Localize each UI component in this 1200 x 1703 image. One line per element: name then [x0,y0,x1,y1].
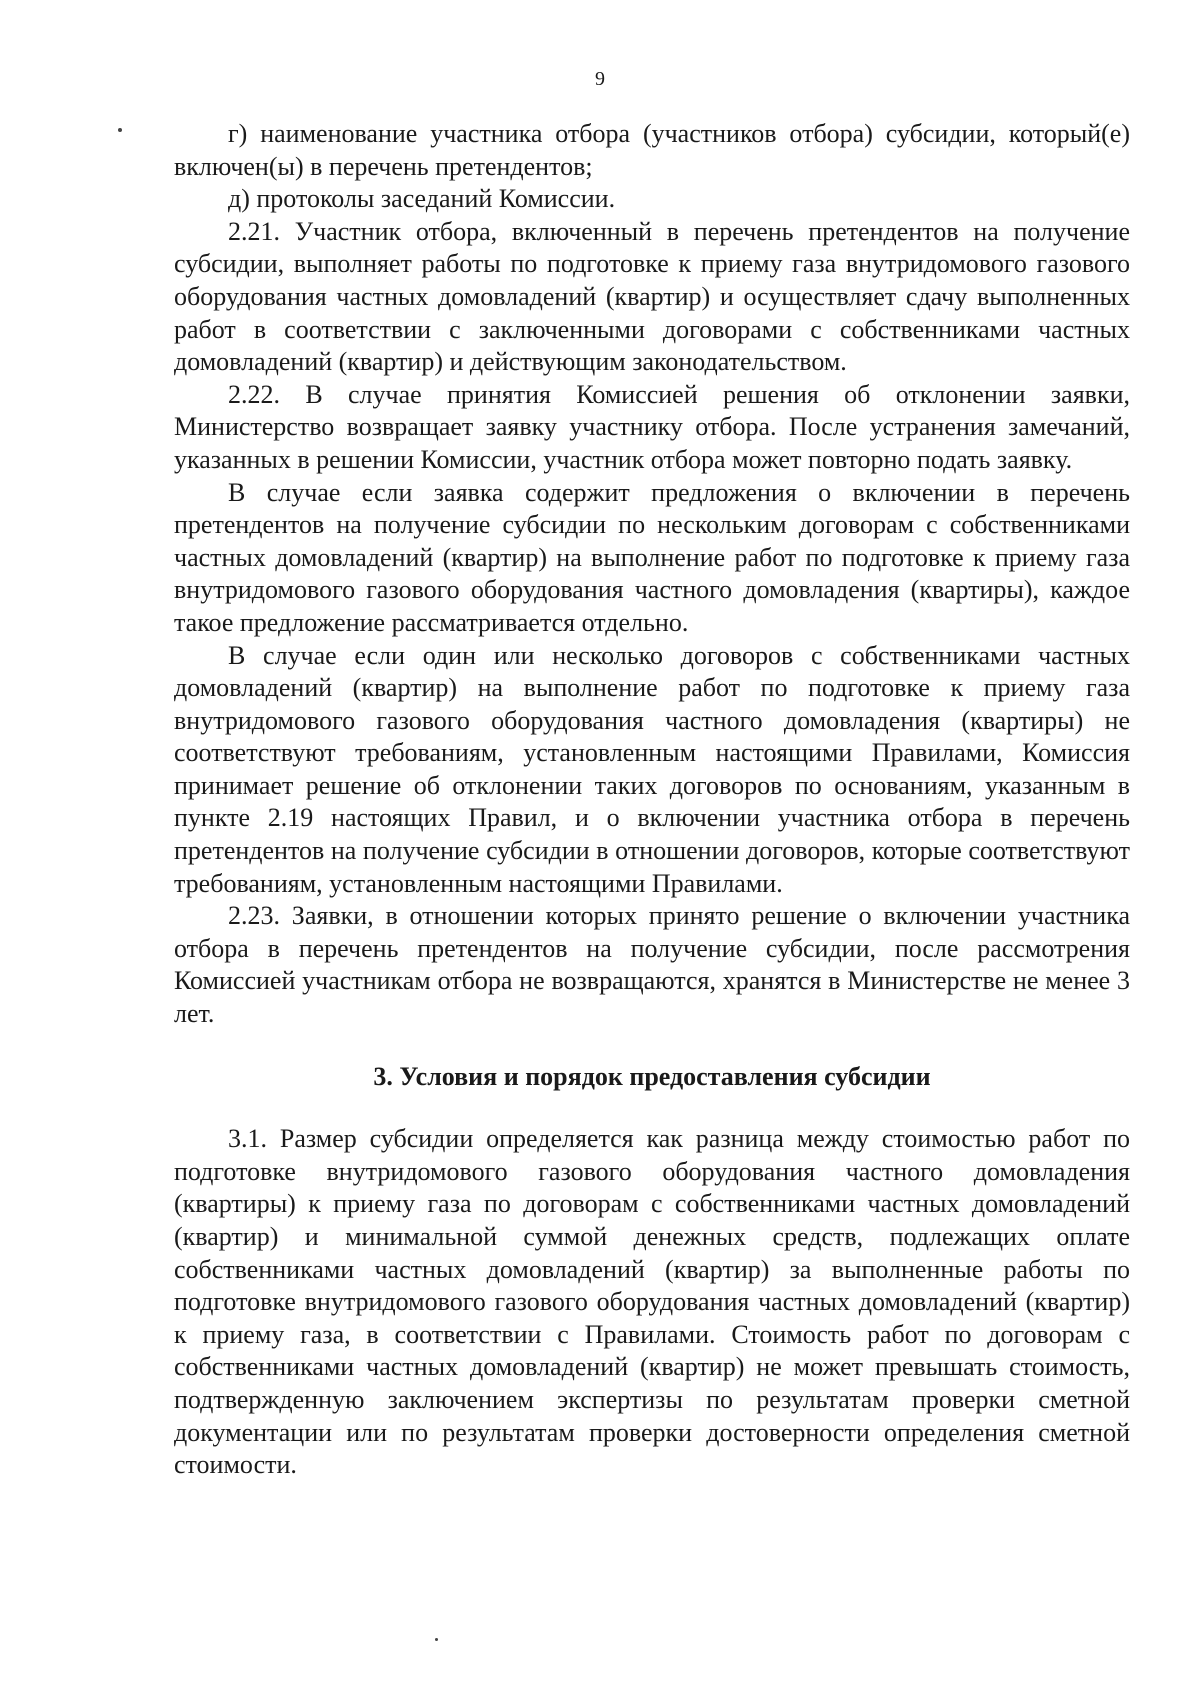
paragraph-2-22: 2.22. В случае принятия Комиссией решения об отклонении заявки, Министерство возвращает заявку участнику отбора. После устранения замечаний, указанных в решении Комиссии, участник отбора может повторно подать заявку. [174,379,1130,474]
scan-speck [435,1638,438,1641]
page-number: 9 [595,68,605,90]
paragraph-2-21: 2.21. Участник отбора, включенный в перечень претендентов на получение субсидии, выполняет работы по подготовке к приему газа внутридомового газового оборудования частных домовладений (квартир) и осуществляет сдачу выполненных работ в соответствии с заключенными договорами с собственниками частных домовладений (квартир) и действующим законодательством. [174,216,1130,377]
paragraph-2-22-rejection: В случае если один или несколько договоров с собственниками частных домовладений (квартир) на выполнение работ по подготовке к приему газа внутридомового газового оборудования частного домовладения (квартиры) не соответствуют требованиям, установленным настоящими Правилами, Комиссия принимает решение об отклонении таких договоров по основаниям, указанным в пункте 2.19 настоящих Правил, и о включении участника отбора в перечень претендентов на получение субсидии в отношении договоров, которые соответствуют требованиям, установленным настоящими Правилами. [174,640,1130,898]
paragraph-2-22-multiple-contracts: В случае если заявка содержит предложения о включении в перечень претендентов на получение субсидии по нескольким договорам с собственниками частных домовладений (квартир) на выполнение работ по подготовке к приему газа внутридомового газового оборудования частного домовладения (квартиры), каждое такое предложение рассматривается отдельно. [174,477,1130,637]
paragraph-2-23: 2.23. Заявки, в отношении которых принято решение о включении участника отбора в перечень претендентов на получение субсидии, после рассмотрения Комиссией участникам отбора не возвращаются, хранятся в Министерстве не менее 3 лет. [174,901,1130,1029]
paragraph-item-g: г) наименование участника отбора (участников отбора) субсидии, который(е) включен(ы) в перечень претендентов; [174,119,1130,181]
scan-speck [118,128,122,132]
paragraph-3-1: 3.1. Размер субсидии определяется как разница между стоимостью работ по подготовке внутридомового газового оборудования частного домовладения (квартиры) к приему газа по договорам с собственниками частных домовладений (квартир) и минимальной суммой денежных средств, подлежащих оплате собственниками частных домовладений (квартир) за выполненные работы по подготовке внутридомового газового оборудования частных домовладений (квартир) к приему газа, в соответствии с Правилами. Стоимость работ по договорам с собственниками частных домовладений (квартир) не может превышать стоимость, подтвержденную заключением экспертизы по результатам проверки сметной документации или по результатам проверки достоверности определения сметной стоимости. [174,1124,1130,1480]
document-body [174,118,1130,1482]
paragraph-item-d: д) протоколы заседаний Комиссии. [228,184,616,214]
section-heading: 3. Условия и порядок предоставления субсидии [373,1061,931,1091]
